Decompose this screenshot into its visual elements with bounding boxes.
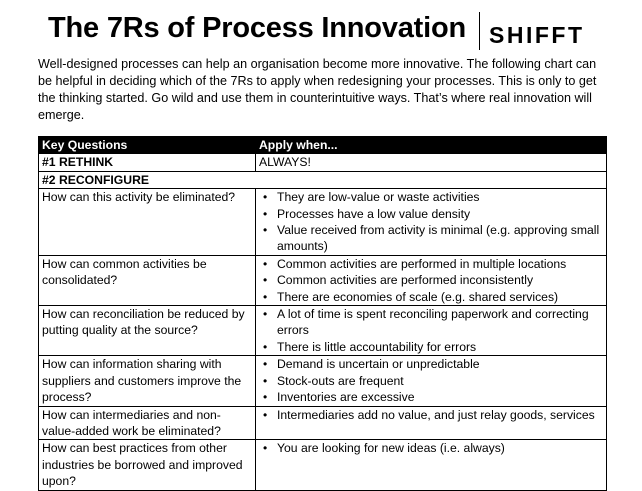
bullet-item: • You are looking for new ideas (i.e. always) (277, 440, 603, 456)
apply-cell (256, 440, 607, 490)
question-cell: How can information sharing with suppliers and customers improve the process? (39, 356, 256, 406)
intro-paragraph: Well-designed processes can help an organisation become more innovative. The following chart can be helpful in deciding which of the 7Rs to apply when redesigning your processes. This is only to get the thinking started. Go wild and use them in counterintuitive ways. That’s where real innovation will emerge. (38, 57, 597, 122)
logo-divider (479, 12, 480, 50)
bullet-item: • A lot of time is spent reconciling paperwork and correcting errors (277, 306, 603, 339)
bullet-list (259, 306, 603, 355)
bullet-list (259, 256, 603, 305)
shifft-logo: SHIFFT (489, 22, 585, 48)
header-apply-when: Apply when... (256, 137, 607, 154)
table-row (39, 406, 607, 440)
bullet-item: • Processes have a low value density (277, 206, 603, 222)
bullet-item: • Intermediaries add no value, and just relay goods, services (277, 407, 603, 423)
document-header (48, 10, 608, 54)
bullet-item: • There is little accountability for errors (277, 339, 603, 355)
table-row (39, 440, 607, 490)
reconfigure-label: #2 RECONFIGURE (39, 171, 607, 188)
rethink-apply: ALWAYS! (256, 154, 607, 171)
seven-rs-table (38, 136, 607, 491)
apply-cell (256, 306, 607, 356)
apply-cell (256, 406, 607, 440)
table-row (39, 189, 607, 256)
bullet-list (259, 356, 603, 405)
question-cell: How can this activity be eliminated? (39, 189, 256, 256)
bullet-item: • Common activities are performed in multiple locations (277, 256, 603, 272)
bullet-item: • There are economies of scale (e.g. shared services) (277, 289, 603, 305)
page-title: The 7Rs of Process Innovation (48, 12, 467, 44)
reconfigure-row (39, 171, 607, 188)
question-cell: How can intermediaries and non-value-added work be eliminated? (39, 406, 256, 440)
question-cell: How can best practices from other industries be borrowed and improved upon? (39, 440, 256, 490)
bullet-item: • Stock-outs are frequent (277, 373, 603, 389)
table-row (39, 356, 607, 406)
header-key-questions: Key Questions (39, 137, 256, 154)
bullet-list (259, 440, 603, 456)
apply-cell (256, 189, 607, 256)
bullet-item: • Common activities are performed inconsistently (277, 272, 603, 288)
bullet-item: • They are low-value or waste activities (277, 189, 603, 205)
apply-cell (256, 255, 607, 305)
table-header-row (39, 137, 607, 154)
apply-cell (256, 356, 607, 406)
rethink-row (39, 154, 607, 171)
bullet-item: • Value received from activity is minimal (e.g. approving small amounts) (277, 222, 603, 255)
bullet-item: • Inventories are excessive (277, 389, 603, 405)
bullet-list (259, 407, 603, 423)
bullet-item: • Demand is uncertain or unpredictable (277, 356, 603, 372)
question-cell: How can common activities be consolidated? (39, 255, 256, 305)
table-row (39, 255, 607, 305)
rethink-label: #1 RETHINK (39, 154, 256, 171)
question-cell: How can reconciliation be reduced by putting quality at the source? (39, 306, 256, 356)
bullet-list (259, 189, 603, 255)
table-row (39, 306, 607, 356)
